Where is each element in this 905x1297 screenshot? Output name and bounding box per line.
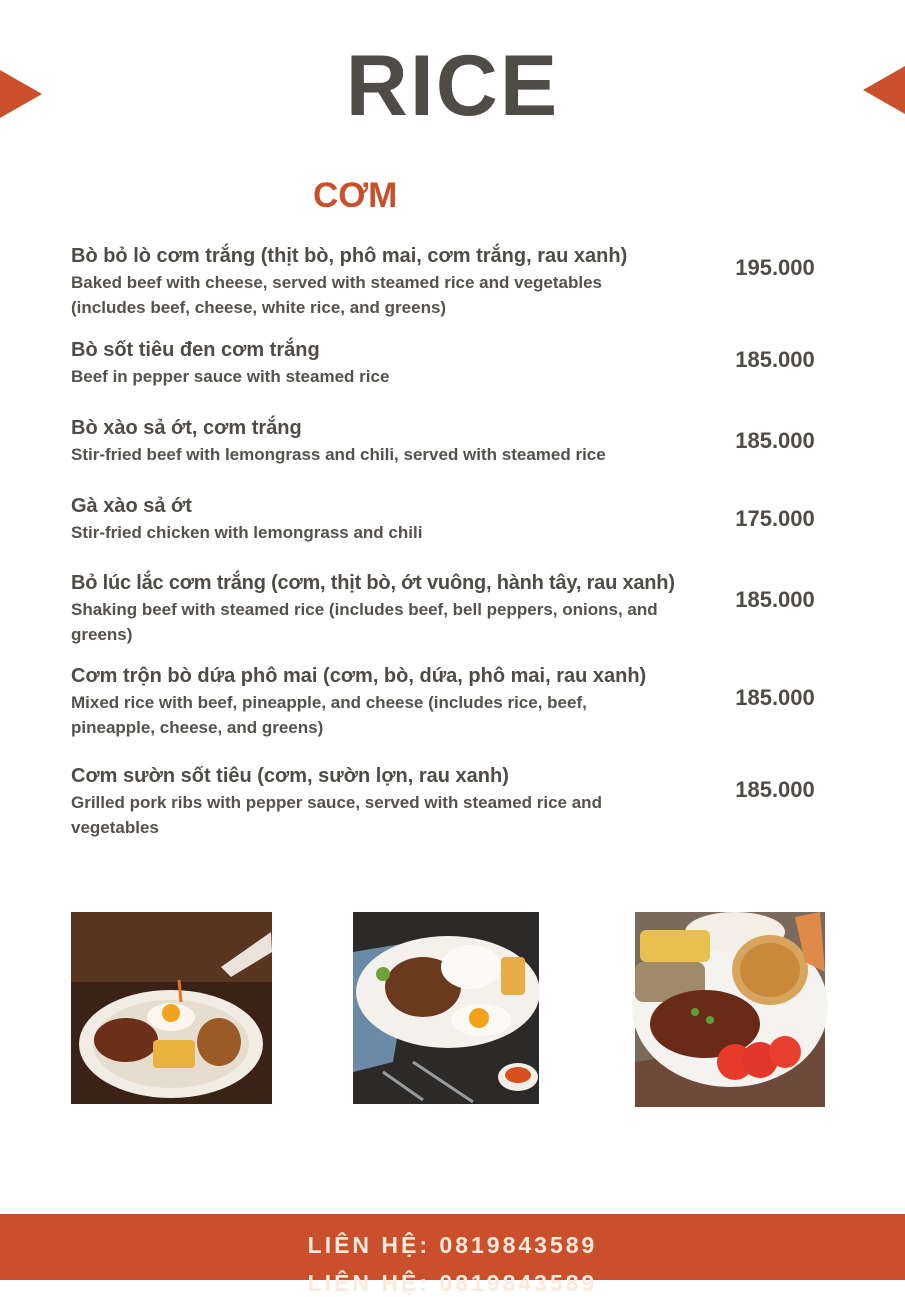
menu-item [71, 243, 731, 320]
menu-item-description: Stir-fried beef with lemongrass and chili, served with steamed rice [71, 445, 606, 464]
menu-item-price: 195.000 [735, 255, 815, 280]
menu-item-name: Bò xào sả ớt, cơm trắng [71, 417, 302, 439]
menu-item-name: Bò bỏ lò cơm trắng (thịt bò, phô mai, cơm trắng, rau xanh) [71, 245, 628, 267]
menu-item-price: 185.000 [735, 347, 815, 372]
menu-item-description: Shaking beef with steamed rice (includes beef, bell peppers, onions, and greens) [71, 600, 658, 644]
menu-item [71, 570, 731, 647]
footer-bar [0, 1214, 905, 1296]
menu-item-description: Stir-fried chicken with lemongrass and chili [71, 523, 423, 542]
menu-item [71, 763, 731, 840]
menu-item-name: Cơm sườn sốt tiêu (cơm, sườn lợn, rau xanh) [71, 765, 509, 787]
menu-item-price: 185.000 [735, 685, 815, 710]
menu-item-name: Gà xào sả ớt [71, 495, 192, 517]
menu-item-price: 185.000 [735, 777, 815, 802]
contact-text-repeat: LIÊN HỆ: 0819843589 [307, 1270, 598, 1296]
menu-item-name: Bỏ lúc lắc cơm trắng (cơm, thịt bò, ớt vuông, hành tây, rau xanh) [71, 572, 675, 594]
menu-item [71, 493, 731, 545]
menu-item-name: Cơm trộn bò dứa phô mai (cơm, bò, dứa, phô mai, rau xanh) [71, 665, 647, 687]
section-subtitle: CƠM [313, 176, 398, 215]
dish-photo [353, 912, 539, 1104]
menu-item-name: Bò sốt tiêu đen cơm trắng [71, 339, 320, 361]
contact-text: LIÊN HỆ: 0819843589 [307, 1232, 598, 1258]
menu-item-description: Mixed rice with beef, pineapple, and cheese (includes rice, beef, pineapple, cheese, and greens) [71, 693, 587, 737]
menu-item-description: Beef in pepper sauce with steamed rice [71, 367, 390, 386]
menu-item-description: Baked beef with cheese, served with steamed rice and vegetables (includes beef, cheese, white rice, and greens) [71, 273, 603, 317]
menu-item [71, 415, 731, 467]
menu-item-description: Grilled pork ribs with pepper sauce, served with steamed rice and vegetables [71, 793, 602, 837]
dish-photo [71, 912, 272, 1104]
dish-photo [635, 912, 825, 1107]
menu-item-price: 185.000 [735, 587, 815, 612]
menu-item [71, 337, 731, 389]
menu-item-price: 175.000 [735, 506, 815, 531]
page-title: RICE [345, 38, 560, 134]
menu-item [71, 663, 731, 740]
menu-item-price: 185.000 [735, 428, 815, 453]
